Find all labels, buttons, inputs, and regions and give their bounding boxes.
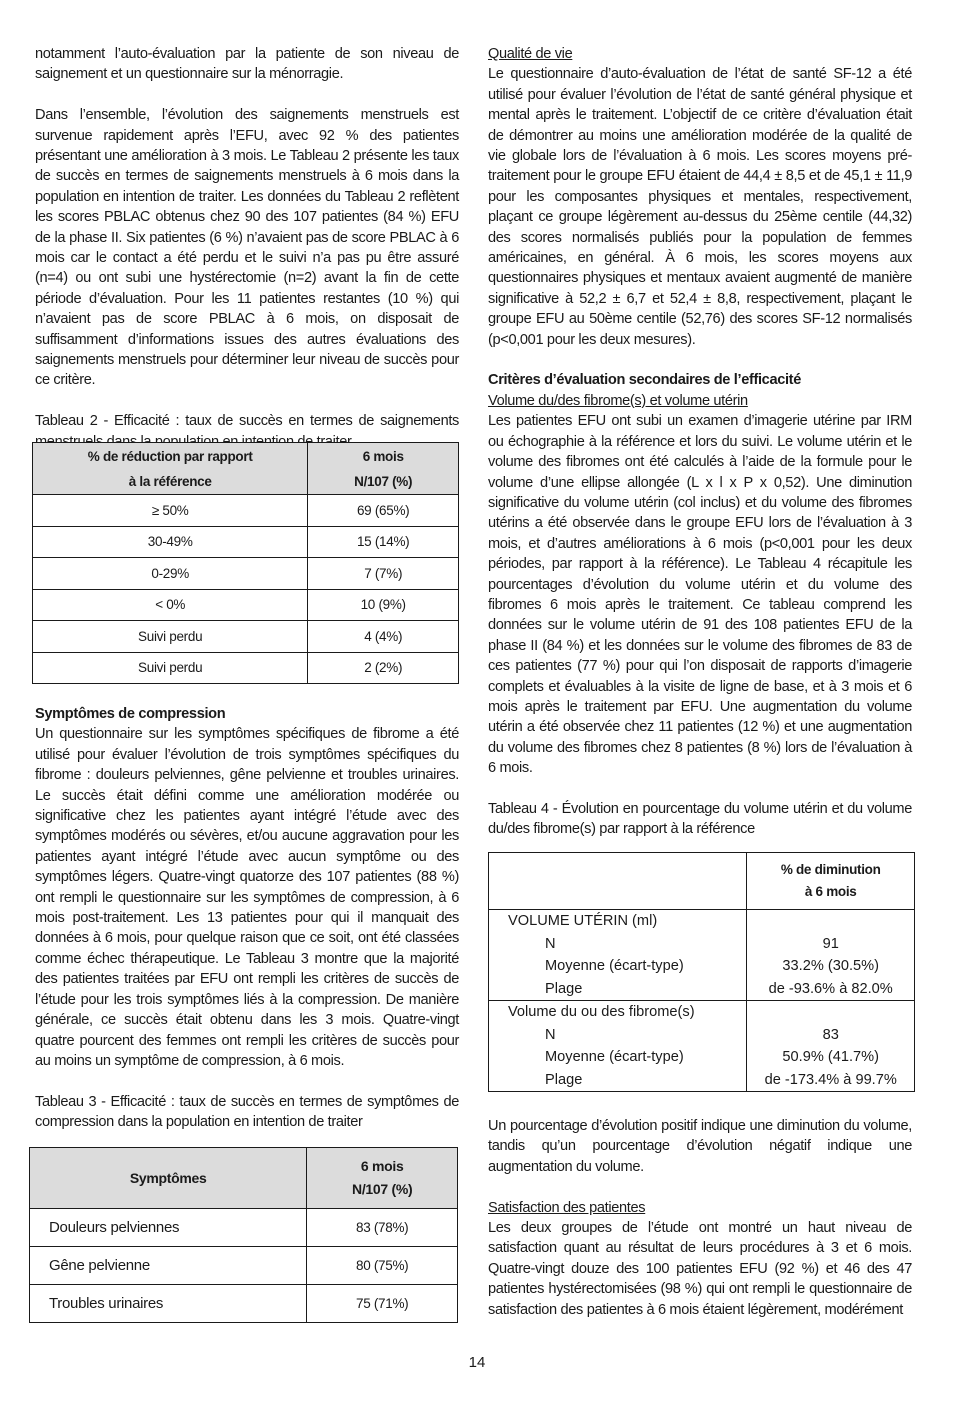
table-cell: 15 (14%) bbox=[308, 526, 459, 558]
table-cell: Troubles urinaires bbox=[30, 1285, 307, 1323]
paragraph-volume: Les patientes EFU ont subi un examen d’imagerie utérine par IRM ou échographie à la référence et lors du suivi. Le volume utérin et le volume des fibromes ont été calculés à l’aide de la formule pour le volume d’une ellipse allongée (L x l x P x 0,52). Une diminution significative du volume utérin (col inclus) et du volume des fibromes utérins a été observée dans le groupe EFU lors de l’évaluation à 3 mois, et d’autres améliorations à 6 mois (p<0,001 pour les deux périodes, par rapport à la référence). Le Tableau 4 récapitule les pourcentages d’évolution du volume utérin et du volume des fibromes 6 mois après le traitement. Ce tableau comprend les données sur le volume utérin de 91 des 108 patientes EFU de la phase II (84 %) et les données sur le volume des fibromes de 83 de ces patientes (77 %) pour qui l’on disposait de rapports d’imagerie complets et évaluables à la visite de ligne de base, et à 3 mois et 6 mois après le traitement par EFU. Une augmentation du volume utérin a été observée chez 11 patientes (12 %) et une augmentation du volume des fibromes chez 8 patientes (8 %) lors de l’évaluation à 6 mois. bbox=[488, 413, 912, 777]
table-row bbox=[30, 1247, 458, 1285]
table-row bbox=[33, 652, 459, 684]
table-row bbox=[489, 910, 915, 1001]
left-column-lower bbox=[35, 704, 459, 1133]
table-row bbox=[489, 1001, 915, 1092]
table4-caption: Tableau 4 - Évolution en pourcentage du volume utérin et du volume du/des fibrome(s) par rapport à la référence bbox=[488, 801, 912, 838]
paragraph-bleeding-evolution: Dans l’ensemble, l’évolution des saignements menstruels est survenue rapidement après l’EFU, avec 92 % des patientes présentant une amélioration à 3 mois. Le Tableau 2 présente les taux de succès en termes de saignements menstruels à 6 mois dans la population en intention de traiter. Les données du Tableau 2 reflètent les scores PBLAC obtenus chez 90 des 107 patientes (84 %) EFU de la phase II. Six patientes (6 %) n’avaient pas de score PBLAC à 6 mois car le contact a été perdu et le suivi n’a pas pu être assuré (n=4) ou ont subi une hystérectomie (n=2) avant la fin de cette période d’évaluation. Pour les 11 patientes restantes (10 %) qui n’avaient pas de score PBLAC à 6 mois, on disposait de suffisamment d’informations issues des autres évaluations des saignements menstruels pour déterminer leur niveau de succès pour ce critère. bbox=[35, 107, 459, 389]
right-column-lower bbox=[488, 1116, 912, 1320]
paragraph-satisfaction: Les deux groupes de l’étude ont montré un haut niveau de satisfaction quant au résultat de leurs procédures à 3 et 6 mois. Quatre-vingt douze des 100 patientes EFU (92 %) et 46 des 47 patientes hystérectomisées (98 %) qui ont rempli le questionnaire de satisfaction des patientes à 6 mois étaient légèrement, modérément bbox=[488, 1220, 912, 1318]
table-cell: ≥ 50% bbox=[33, 495, 308, 527]
table-3-compression-success bbox=[29, 1147, 458, 1323]
table-cell: 69 (65%) bbox=[308, 495, 459, 527]
quality-of-life-heading: Qualité de vie bbox=[488, 46, 573, 62]
table2-caption: Tableau 2 - Efficacité : taux de succès en termes de saignements bbox=[35, 413, 459, 430]
table-cell: 7 (7%) bbox=[308, 558, 459, 590]
table-2-bleeding-success bbox=[32, 442, 459, 684]
volume-heading: Volume du/des fibrome(s) et volume utérin bbox=[488, 392, 748, 409]
table3-header-6months: 6 mois N/107 (%) bbox=[307, 1148, 458, 1209]
table4-header-empty bbox=[489, 853, 747, 910]
table4-group2-values: 83 50.9% (41.7%) de -173.4% à 99.7% bbox=[747, 1001, 915, 1092]
paragraph-quality-of-life: Le questionnaire d’auto-évaluation de l’état de santé SF-12 a été utilisé pour évaluer l’évolution de l’état de santé général physique et mental après le traitement. L’objectif de ce critère d’évaluation était de démontrer au moins une amélioration modérée de la qualité de vie globale lors de l’évaluation à 6 mois. Les scores moyens pré-traitement pour le groupe EFU étaient de 44,4 ± 8,5 et de 45,1 ± 11,9 pour les composantes physiques et mentales, respectivement, plaçant ce groupe légèrement au-dessus du 25ème centile (44,32) des scores normalisés publiés pour la population de femmes américaines, en général. À 6 mois, les scores moyens aux questionnaires physiques et mentaux avaient augmenté de manière significative à 52,2 ± 6,7 et 52,4 ± 8,8, respectivement, plaçant le groupe EFU au 50ème centile (52,76) des scores SF-12 normalisés (p<0,001 pour les deux mesures). bbox=[488, 66, 912, 348]
table4-group1-values: 91 33.2% (30.5%) de -93.6% à 82.0% bbox=[747, 910, 915, 1001]
left-column bbox=[35, 44, 459, 452]
compression-heading: Symptômes de compression bbox=[35, 706, 226, 722]
table-4-volume-evolution bbox=[488, 852, 915, 1092]
table2-header-reduction: % de réduction par rapport à la référence bbox=[33, 443, 308, 495]
right-column bbox=[488, 44, 912, 840]
paragraph-menorrhagia-intro: notamment l’auto-évaluation par la patiente de son niveau de saignement et un questionnaire sur la ménorragie. bbox=[35, 46, 459, 83]
table-row bbox=[30, 1209, 458, 1247]
table-cell: 0-29% bbox=[33, 558, 308, 590]
table-row bbox=[33, 589, 459, 621]
table2-header-6months: 6 mois N/107 (%) bbox=[308, 443, 459, 495]
table-header-row bbox=[33, 443, 459, 495]
table-row bbox=[33, 621, 459, 653]
table-cell: 83 (78%) bbox=[307, 1209, 458, 1247]
table-header-row bbox=[489, 853, 915, 910]
table-row bbox=[30, 1285, 458, 1323]
page-number: 14 bbox=[468, 1354, 486, 1371]
table-cell: 2 (2%) bbox=[308, 652, 459, 684]
table-cell: < 0% bbox=[33, 589, 308, 621]
table-cell: Douleurs pelviennes bbox=[30, 1209, 307, 1247]
table-cell: Suivi perdu bbox=[33, 652, 308, 684]
table-cell: Suivi perdu bbox=[33, 621, 308, 653]
table-row bbox=[33, 558, 459, 590]
satisfaction-heading: Satisfaction des patientes bbox=[488, 1199, 646, 1216]
paragraph-compression-symptoms: Un questionnaire sur les symptômes spécifiques de fibrome a été utilisé pour évaluer l’évolution de trois symptômes spécifiques du fibrome : douleurs pelviennes, gêne pelvienne et troubles urinaires. Le succès était défini comme une amélioration modérée ou significative chez les patientes ayant intégré l’étude avec des symptômes modérés ou sévères, et/ou aucune aggravation pour les patientes ayant intégré l’étude avec aucun symptôme ou des symptômes légers. Quatre-vingt quatorze des 107 patientes (88 %) ont rempli le questionnaire sur les symptômes de compression, à 6 mois post-traitement. Les 13 patientes pour qui il manquait des données à 6 mois, pour quelque raison que ce soit, ont été classées comme échec thérapeutique. Le Tableau 3 montre que la majorité des patientes traitées par EFU ont rempli les critères de succès de l’étude pour les trois symptômes liés à la compression. De manière générale, ce succès était obtenu dans les 3 mois. Quatre-vingt quatre pourcent des femmes ont rempli les critères de succès pour au moins un symptôme de compression, à 6 mois. bbox=[35, 726, 459, 1069]
secondary-criteria-heading: Critères d’évaluation secondaires de l’efficacité bbox=[488, 372, 801, 389]
table-row bbox=[33, 495, 459, 527]
table-cell: 10 (9%) bbox=[308, 589, 459, 621]
table-cell: 80 (75%) bbox=[307, 1247, 458, 1285]
table4-header-reduction: % de diminution à 6 mois bbox=[747, 853, 915, 910]
table-cell: Gêne pelvienne bbox=[30, 1247, 307, 1285]
paragraph-percentage-note: Un pourcentage d’évolution positif indique une diminution du volume, tandis qu’un pourcentage d’évolution négatif indique une augmentation du volume. bbox=[488, 1118, 912, 1175]
table-header-row bbox=[30, 1148, 458, 1209]
table-cell: 75 (71%) bbox=[307, 1285, 458, 1323]
table3-header-symptoms: Symptômes bbox=[30, 1148, 307, 1209]
table-cell: 4 (4%) bbox=[308, 621, 459, 653]
table-row bbox=[33, 526, 459, 558]
table4-group2-labels: Volume du ou des fibrome(s) N Moyenne (écart-type) Plage bbox=[489, 1001, 747, 1092]
table-cell: 30-49% bbox=[33, 526, 308, 558]
table4-group1-labels: VOLUME UTÉRIN (ml) N Moyenne (écart-type) Plage bbox=[489, 910, 747, 1001]
table3-caption: Tableau 3 - Efficacité : taux de succès en termes de symptômes de compression dans la population en intention de traiter bbox=[35, 1093, 459, 1131]
